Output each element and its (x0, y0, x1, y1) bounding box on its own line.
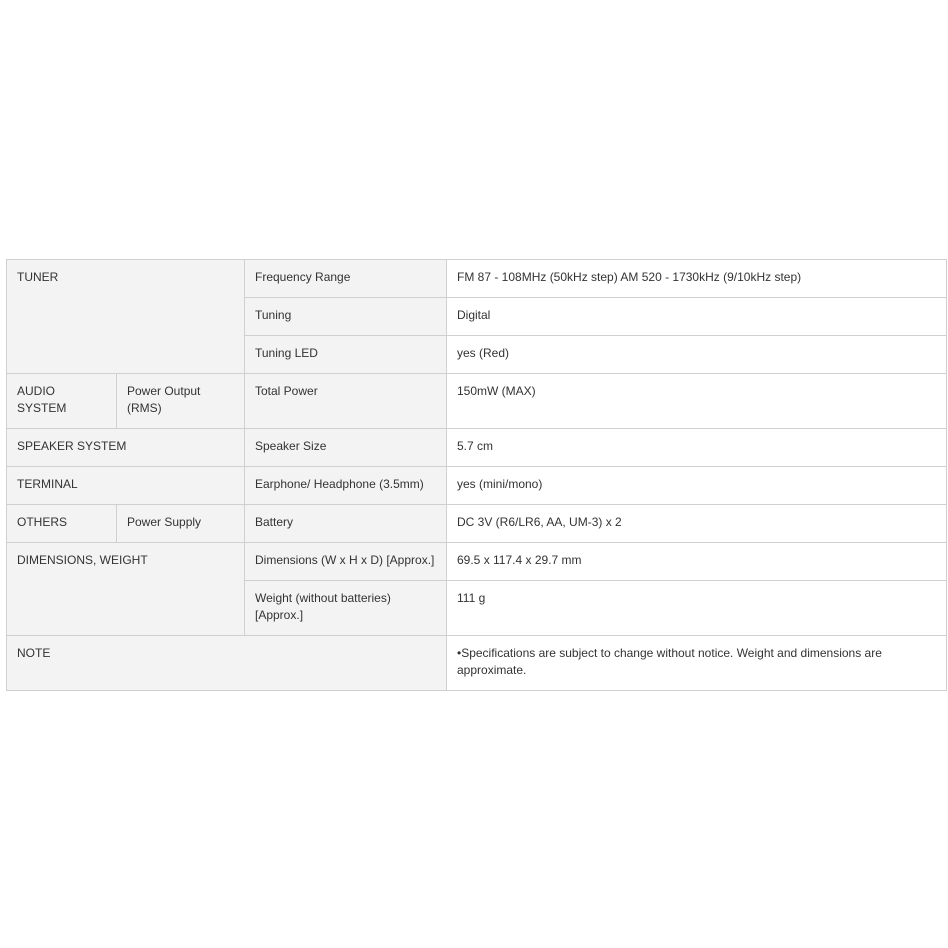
table-row (7, 374, 947, 429)
spec-label: Dimensions (W x H x D) [Approx.] (245, 543, 447, 581)
table-row (7, 636, 947, 691)
spec-value: FM 87 - 108MHz (50kHz step) AM 520 - 1730kHz (9/10kHz step) (447, 260, 947, 298)
specifications-table (6, 259, 947, 691)
subcategory-power-output: Power Output (RMS) (117, 374, 245, 429)
spec-label: Frequency Range (245, 260, 447, 298)
table-row (7, 467, 947, 505)
spec-value: 111 g (447, 581, 947, 636)
spec-value: 69.5 x 117.4 x 29.7 mm (447, 543, 947, 581)
category-note: NOTE (7, 636, 447, 691)
subcategory-power-supply: Power Supply (117, 505, 245, 543)
table-row (7, 543, 947, 581)
category-speaker-system: SPEAKER SYSTEM (7, 429, 245, 467)
category-terminal: TERMINAL (7, 467, 245, 505)
spec-label: Total Power (245, 374, 447, 429)
spec-label: Weight (without batteries) [Approx.] (245, 581, 447, 636)
category-others: OTHERS (7, 505, 117, 543)
table-row (7, 505, 947, 543)
spec-label: Battery (245, 505, 447, 543)
spec-value: DC 3V (R6/LR6, AA, UM-3) x 2 (447, 505, 947, 543)
table-row (7, 429, 947, 467)
category-dimensions-weight: DIMENSIONS, WEIGHT (7, 543, 245, 636)
spec-value: yes (Red) (447, 336, 947, 374)
spec-label: Tuning (245, 298, 447, 336)
note-text: •Specifications are subject to change without notice. Weight and dimensions are approximate. (447, 636, 947, 691)
spec-label: Earphone/ Headphone (3.5mm) (245, 467, 447, 505)
spec-value: 150mW (MAX) (447, 374, 947, 429)
category-audio-system: AUDIO SYSTEM (7, 374, 117, 429)
spec-value: 5.7 cm (447, 429, 947, 467)
spec-value: Digital (447, 298, 947, 336)
spec-label: Speaker Size (245, 429, 447, 467)
table-row (7, 260, 947, 298)
spec-label: Tuning LED (245, 336, 447, 374)
category-tuner: TUNER (7, 260, 245, 374)
spec-value: yes (mini/mono) (447, 467, 947, 505)
